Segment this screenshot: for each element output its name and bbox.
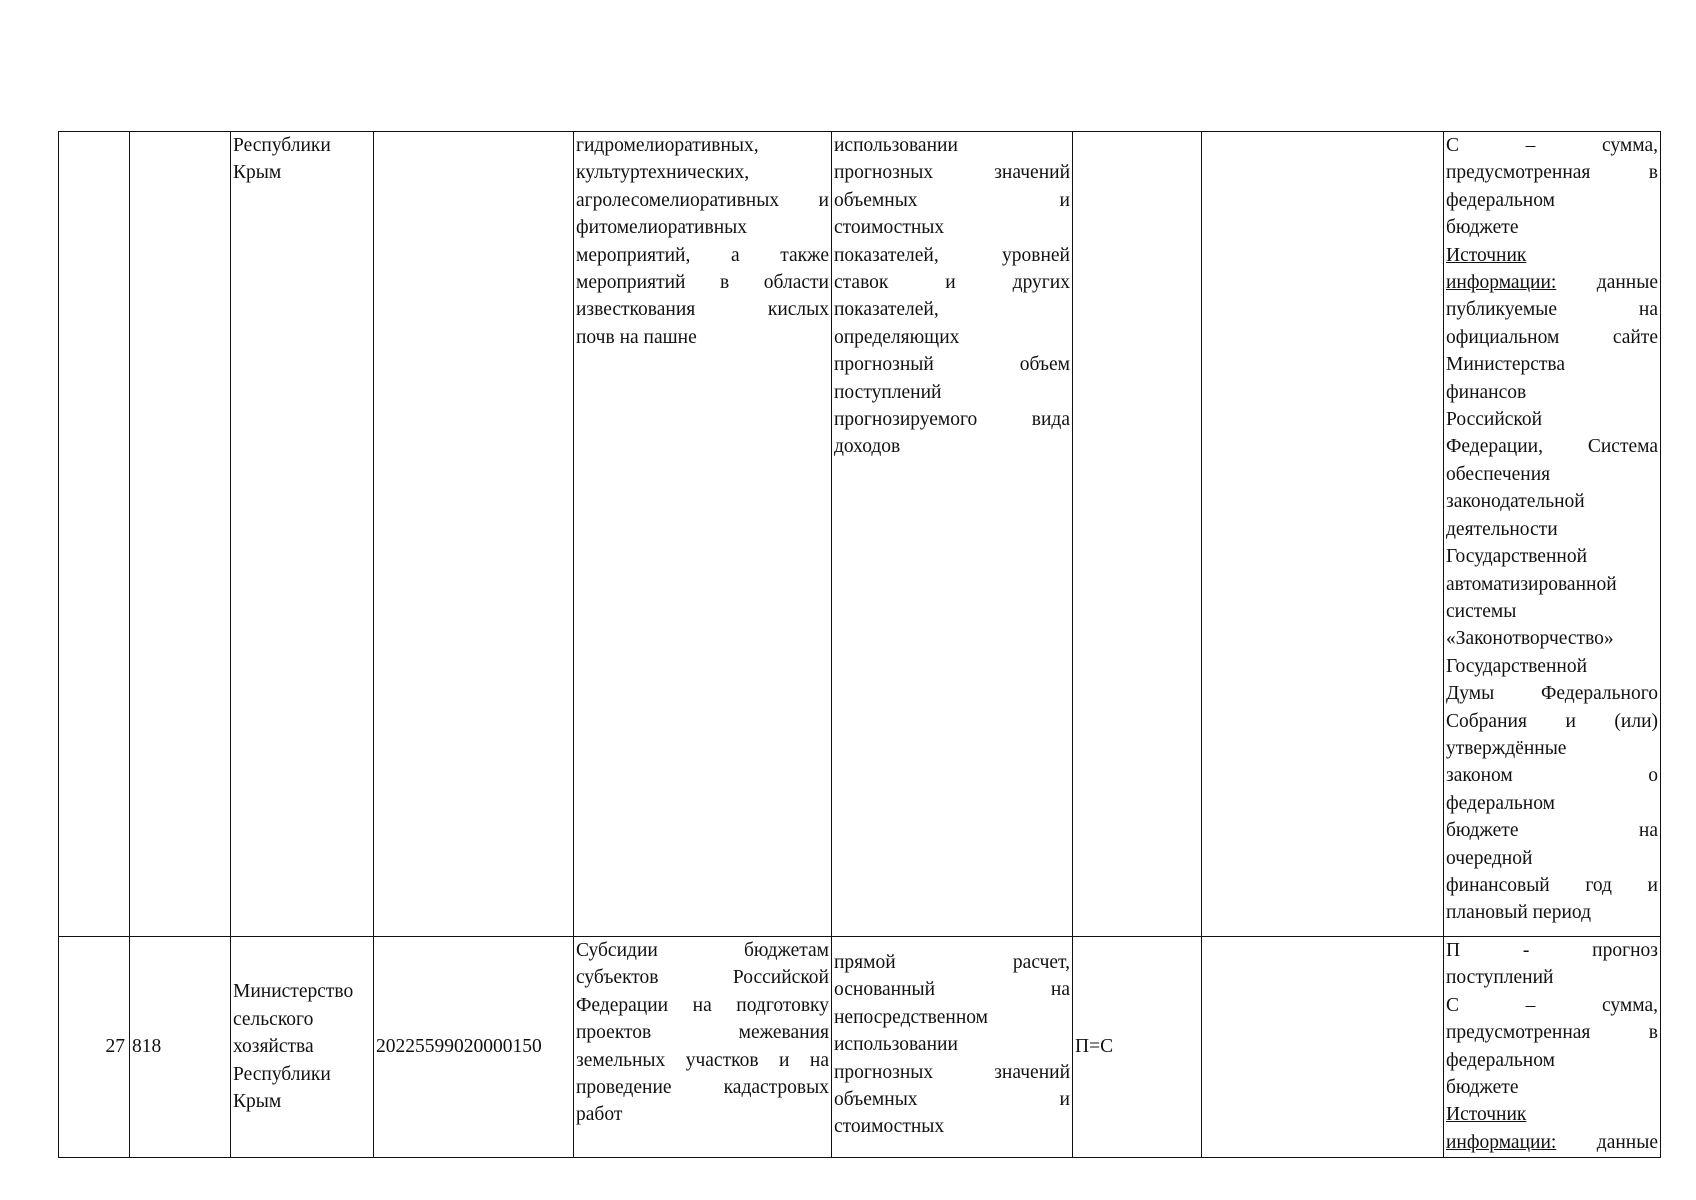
administrator-line: Республики xyxy=(233,1063,331,1085)
forecast-method-line: использовании xyxy=(834,1034,958,1056)
revenue-name-line: фитомелиоративных xyxy=(576,217,747,239)
administrator-line: Республики xyxy=(233,135,331,156)
source-line: публикуемые на xyxy=(1446,299,1658,321)
kbk-code-cell: 20225599020000150 xyxy=(374,937,574,1158)
administrator-line: Крым xyxy=(233,1091,282,1113)
algorithm-cell xyxy=(1202,132,1444,937)
description-line: бюджете xyxy=(1446,1077,1519,1099)
revenue-name-line: Субсидии бюджетам xyxy=(576,940,829,961)
source-line: Государственной xyxy=(1446,655,1588,677)
source-line: Государственной xyxy=(1446,546,1588,568)
administrator-line: Крым xyxy=(233,162,282,184)
description-line: поступлений xyxy=(1446,967,1554,989)
revenue-name-line: культуртехнических, xyxy=(576,162,750,184)
source-label-line xyxy=(1446,242,1658,269)
source-line: Министерства xyxy=(1446,354,1566,376)
source-line: Федерации, Система xyxy=(1446,436,1658,458)
forecast-method-line: использовании xyxy=(834,135,958,156)
admin-code-cell: 818 xyxy=(130,937,231,1158)
budget-revenue-forecast-table xyxy=(58,131,1661,1158)
source-label-line xyxy=(1446,1129,1658,1156)
description-line: федеральном xyxy=(1446,1049,1555,1071)
source-line: финансовый год и xyxy=(1446,874,1658,896)
forecast-method-line: объемных и xyxy=(834,1089,1070,1111)
kbk-code-cell xyxy=(374,132,574,937)
forecast-method-line: ставок и других xyxy=(834,272,1070,294)
revenue-name-line: известкования кислых xyxy=(576,299,829,321)
description-line: федеральном xyxy=(1446,189,1555,211)
revenue-name-line: почв на пашне xyxy=(576,326,697,348)
forecast-method-line: основанный на xyxy=(834,979,1070,1001)
source-line: «Законотворчество» xyxy=(1446,628,1614,650)
table-row xyxy=(59,937,1661,1158)
administrator-line: хозяйства xyxy=(233,1036,314,1058)
administrator-cell xyxy=(231,132,374,937)
source-line: официальном сайте xyxy=(1446,326,1658,348)
row-number-cell xyxy=(59,132,130,937)
revenue-name-line: проведение кадастровых xyxy=(576,1077,829,1099)
source-line: очередной xyxy=(1446,847,1533,869)
description-line: предусмотренная в xyxy=(1446,162,1658,184)
description-line: предусмотренная в xyxy=(1446,1022,1658,1044)
administrator-line: сельского xyxy=(233,1008,314,1030)
revenue-name-line: Федерации на подготовку xyxy=(576,994,829,1016)
source-label: Источник xyxy=(1446,1104,1527,1126)
table-row xyxy=(59,132,1661,937)
source-label: Источник xyxy=(1446,244,1527,266)
source-line: деятельности xyxy=(1446,518,1558,540)
source-line: системы xyxy=(1446,600,1517,622)
forecast-method-line: поступлений xyxy=(834,381,942,403)
formula-cell xyxy=(1073,132,1202,937)
revenue-name-line: мероприятий в области xyxy=(576,272,829,294)
forecast-method-line: прогнозный объем xyxy=(834,354,1070,376)
forecast-method-line: стоимостных xyxy=(834,217,945,239)
source-label-line xyxy=(1446,1101,1658,1128)
description-line: С – сумма, xyxy=(1446,994,1658,1016)
source-text: данные xyxy=(1556,272,1658,294)
indicator-description-cell xyxy=(1444,132,1661,937)
source-line: автоматизированной xyxy=(1446,573,1617,595)
revenue-name-line: земельных участков и на xyxy=(576,1049,829,1071)
forecast-method-line: определяющих xyxy=(834,326,960,348)
description-line: С – сумма, xyxy=(1446,135,1658,156)
formula-cell: П=С xyxy=(1073,937,1202,1158)
forecast-method-cell xyxy=(832,937,1073,1158)
forecast-method-line: непосредственном xyxy=(834,1006,989,1028)
forecast-method-line: объемных и xyxy=(834,189,1070,211)
forecast-method-line: показателей, xyxy=(834,299,939,321)
forecast-method-line: прогнозных значений xyxy=(834,1061,1070,1083)
description-line: П - прогноз xyxy=(1446,940,1658,961)
revenue-name-line: проектов межевания xyxy=(576,1022,829,1044)
source-line: федеральном xyxy=(1446,792,1555,814)
forecast-method-line: стоимостных xyxy=(834,1116,945,1138)
administrator-line: Министерство xyxy=(233,981,354,1003)
source-line: плановый период xyxy=(1446,902,1592,924)
forecast-method-line: прогнозных значений xyxy=(834,162,1070,184)
revenue-name-line: субъектов Российской xyxy=(576,967,829,989)
revenue-name-line: работ xyxy=(576,1104,623,1126)
source-label: информации: xyxy=(1446,272,1557,294)
administrator-cell xyxy=(231,937,374,1158)
revenue-name-line: мероприятий, а также xyxy=(576,244,829,266)
indicator-description-cell xyxy=(1444,937,1661,1158)
source-line: Собрания и (или) xyxy=(1446,710,1658,732)
forecast-method-line: показателей, уровней xyxy=(834,244,1070,266)
revenue-name-line: гидромелиоративных, xyxy=(576,135,759,156)
source-line: законом о xyxy=(1446,765,1658,787)
forecast-method-line: прямой расчет, xyxy=(834,952,1070,973)
admin-code-cell xyxy=(130,132,231,937)
forecast-method-line: прогнозируемого вида xyxy=(834,409,1070,431)
forecast-method-line: доходов xyxy=(834,436,901,458)
source-line: бюджете на xyxy=(1446,820,1658,842)
source-line: обеспечения xyxy=(1446,463,1551,485)
source-line: Думы Федерального xyxy=(1446,683,1658,705)
revenue-name-line: агролесомелиоративных и xyxy=(576,189,829,211)
revenue-name-cell xyxy=(574,937,832,1158)
source-text: данные xyxy=(1556,1131,1658,1153)
algorithm-cell xyxy=(1202,937,1444,1158)
revenue-name-cell xyxy=(574,132,832,937)
source-line: законодательной xyxy=(1446,491,1585,513)
source-line: Российской xyxy=(1446,409,1543,431)
source-label: информации: xyxy=(1446,1131,1557,1153)
description-line: бюджете xyxy=(1446,217,1519,239)
source-line: финансов xyxy=(1446,381,1527,403)
source-line: утверждённые xyxy=(1446,737,1567,759)
source-label-line xyxy=(1446,269,1658,296)
forecast-method-cell xyxy=(832,132,1073,937)
row-number-cell: 27 xyxy=(59,937,130,1158)
